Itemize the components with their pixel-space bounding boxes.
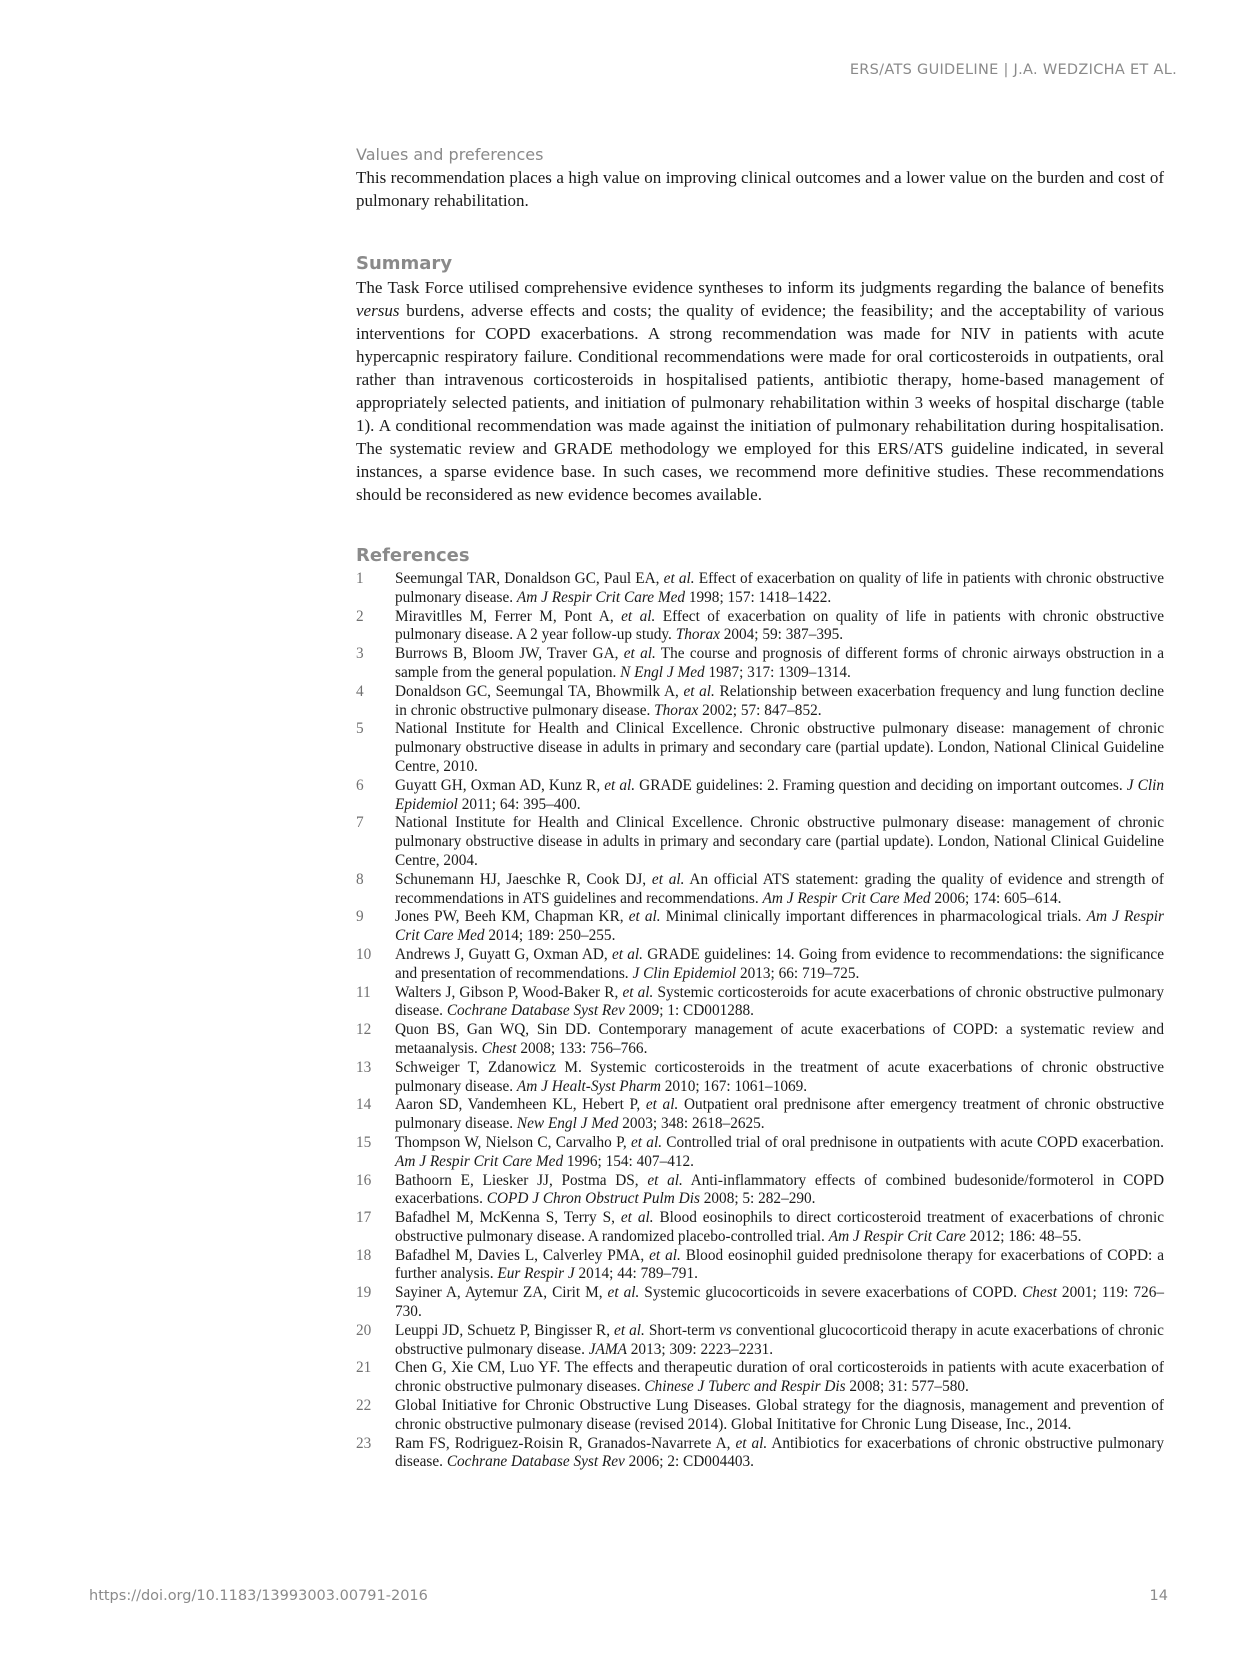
reference-number: 20 [356,1321,372,1339]
reference-italic-text: Cochrane Database Syst Rev [446,1002,625,1020]
reference-italic-text: New Engl J Med [516,1115,619,1133]
reference-text: Bafadhel M, McKenna S, Terry S, [395,1209,621,1227]
reference-text: 2010; 167: 1061–1069. [660,1077,808,1095]
reference-text: Antibiotics for exacerbations of chronic obstructive pulmonary disease. [395,1434,1164,1471]
reference-italic-text: COPD J Chron Obstruct Pulm Dis [486,1190,700,1208]
reference-italic-text: Thorax [675,626,720,644]
reference-text: Blood eosinophils to direct corticosteroid treatment of exacerbations of chronic obstructive pulmonary disease. A randomized placebo-controlled trial. [395,1209,1164,1245]
reference-text: Relationship between exacerbation frequency and lung function decline in chronic obstructive pulmonary disease. [395,682,1164,719]
reference-text: 2008; 5: 282–290. [699,1190,816,1208]
reference-text: 1998; 157: 1418–1422. [685,588,832,606]
reference-text: 2012; 186: 48–55. [965,1227,1082,1245]
reference-italic-text: Thorax [654,701,699,719]
reference-list [356,570,1164,1472]
reference-italic-text: et al. [623,645,656,663]
reference-item [356,720,1164,776]
reference-text: Outpatient oral prednisone after emergency treatment of chronic obstructive pulmonary disease. [395,1096,1164,1133]
reference-number: 17 [356,1209,372,1227]
reference-item [356,608,1164,646]
reference-text: An official ATS statement: grading the quality of evidence and strength of recommendations in ATS guidelines and recommendations. [395,870,1164,907]
reference-number: 16 [356,1171,372,1189]
reference-italic-text: vs [719,1321,732,1339]
reference-text: GRADE guidelines: 2. Framing question and deciding on important outcomes. [635,776,1127,794]
summary-text-part2: burdens, adverse effects and costs; the quality of evidence; the feasibility; and the acceptability of various interventions for COPD exacerbations. A strong recommendation was made for NIV in patients with acute hypercapnic respiratory failure. Conditional recommendations were made for oral corticosteroids in outpatients, oral rather than intravenous corticosteroids in hospitalised patients, antibiotic therapy, home-based management of appropriately selected patients, and initiation of pulmonary rehabilitation within 3 weeks of hospital discharge (table 1). A conditional recommendation was made against the initiation of pulmonary rehabilitation during hospitalisation. The systematic review and GRADE methodology we employed for this ERS/ATS guideline indicated, in several instances, a sparse evidence base. In such cases, we recommend more definitive studies. These recommendations should be reconsidered as new evidence becomes available. [356,301,1164,504]
reference-italic-text: et al. [620,1209,654,1227]
reference-text: Andrews J, Guyatt G, Oxman AD, [395,945,612,963]
reference-italic-text: Eur Respir J [497,1265,575,1283]
reference-item [356,1359,1164,1397]
reference-text: Chen G, Xie CM, Luo YF. The effects and therapeutic duration of oral corticosteroids in patients with acute exacerbation of chronic obstructive pulmonary diseases. [395,1359,1164,1396]
reference-text: Effect of exacerbation on quality of life in patients with chronic obstructive pulmonary disease. A 2 year follow-up study. [395,607,1165,644]
reference-text: 2002; 57: 847–852. [698,701,822,719]
reference-item [356,1209,1164,1247]
reference-italic-text: et al. [622,983,654,1001]
reference-italic-text: et al. [645,1096,679,1114]
reference-italic-text: J Clin Epidemiol [395,776,1164,813]
reference-number: 23 [356,1434,372,1452]
reference-text: 2008; 133: 756–766. [516,1039,648,1057]
reference-text: Global Initiative for Chronic Obstructive Lung Diseases. Global strategy for the diagnosis, management and prevention of chronic obstructive pulmonary disease (revised 2014). Global Inititative for Chronic Lung Disease, Inc., 2014. [395,1397,1164,1433]
reference-italic-text: et al. [614,1321,645,1339]
reference-item [356,1397,1164,1435]
reference-number: 7 [356,814,364,832]
reference-text: Bafadhel M, Davies L, Calverley PMA, [395,1246,650,1264]
reference-number: 9 [356,908,364,926]
reference-text: 2009; 1: CD001288. [624,1002,755,1020]
reference-text: Systemic corticosteroids for acute exacerbations of chronic obstructive pulmonary disease. [395,983,1165,1020]
reference-item [356,814,1164,870]
reference-italic-text: et al. [647,1171,683,1189]
reference-text: Controlled trial of oral prednisone in outpatients with acute COPD exacerbation. [662,1133,1164,1151]
reference-text: 2008; 31: 577–580. [845,1378,969,1396]
reference-text: 2004; 59: 387–395. [719,626,844,644]
reference-number: 14 [356,1096,372,1114]
reference-italic-text: et al. [649,1246,681,1264]
reference-text: 2013; 66: 719–725. [736,964,860,982]
reference-item [356,946,1164,984]
reference-item [356,908,1164,946]
reference-text: Effect of exacerbation on quality of life in patients with chronic obstructive pulmonary disease. [395,570,1164,606]
reference-text: GRADE guidelines: 14. Going from evidence to recommendations: the significance and presentation of recommendations. [395,945,1164,982]
reference-text: The course and prognosis of different forms of chronic airways obstruction in a sample from the general population. [395,645,1165,681]
reference-text: Aaron SD, Vandemheen KL, Hebert P, [395,1096,646,1114]
values-preferences-text: This recommendation places a high value on improving clinical outcomes and a lower value on the burden and cost of pulmonary rehabilitation. [356,168,1164,210]
reference-text: Schunemann HJ, Jaeschke R, Cook DJ, [395,870,652,888]
page-number: 14 [1149,1588,1168,1604]
reference-text: Leuppi JD, Schuetz P, Bingisser R, [395,1321,615,1339]
reference-text: Sayiner A, Aytemur ZA, Cirit M, [395,1284,608,1302]
reference-text: Walters J, Gibson P, Wood-Baker R, [395,983,623,1001]
reference-item [356,645,1164,683]
summary-heading: Summary [356,253,453,274]
reference-italic-text: et al. [663,570,695,587]
reference-italic-text: et al. [621,607,656,625]
reference-number: 6 [356,776,364,794]
reference-number: 19 [356,1284,372,1302]
reference-text: Systemic glucocorticoids in severe exacerbations of COPD. [639,1284,1023,1302]
reference-text: Short-term [644,1321,720,1339]
reference-text: Burrows B, Bloom JW, Traver GA, [395,645,624,663]
reference-text: 1987; 317: 1309–1314. [704,663,851,681]
reference-number: 1 [356,570,364,587]
page-content [356,144,1164,1472]
reference-text: National Institute for Health and Clinical Excellence. Chronic obstructive pulmonary disease: management of chronic pulmonary obstructive disease in adults in primary and secondary care (partial update). London, National Clinical Guideline Centre, 2010. [395,720,1164,775]
reference-text: 2006; 174: 605–614. [930,889,1062,907]
reference-item [356,1096,1164,1134]
reference-italic-text: N Engl J Med [620,663,705,681]
reference-italic-text: Am J Respir Crit Care Med [516,588,686,606]
reference-italic-text: et al. [611,945,643,963]
reference-text: 2011; 64: 395–400. [457,795,581,813]
reference-item [356,871,1164,909]
reference-text: Jones PW, Beeh KM, Chapman KR, [395,908,629,926]
reference-italic-text: Chinese J Tuberc and Respir Dis [644,1378,846,1396]
reference-number: 3 [356,645,364,663]
reference-number: 22 [356,1397,372,1415]
references-heading: References [356,545,470,566]
reference-item [356,1172,1164,1210]
reference-text: 2006; 2: CD004403. [624,1453,755,1471]
reference-number: 4 [356,682,364,700]
reference-number: 13 [356,1058,372,1076]
reference-item [356,683,1164,721]
reference-text: Quon BS, Gan WQ, Sin DD. Contemporary management of acute exacerbations of COPD: a systematic review and metaanalysis. [395,1021,1164,1057]
reference-italic-text: Cochrane Database Syst Rev [446,1453,625,1471]
reference-italic-text: Am J Respir Crit Care Med [395,908,1164,945]
reference-italic-text: Am J Respir Crit Care Med [762,889,931,907]
reference-item [356,984,1164,1022]
reference-item [356,1284,1164,1322]
summary-text-part1: The Task Force utilised comprehensive evidence syntheses to inform its judgments regarding the balance of benefits [356,278,1164,297]
reference-text: Donaldson GC, Seemungal TA, Bhowmilk A, [395,682,684,700]
reference-number: 5 [356,720,364,738]
reference-italic-text: Chest [1022,1284,1057,1302]
reference-italic-text: et al. [630,1133,663,1151]
summary-text-italic: versus [356,301,400,320]
reference-item [356,777,1164,815]
reference-text: National Institute for Health and Clinical Excellence. Chronic obstructive pulmonary disease: management of chronic pulmonary obstructive disease in adults in primary and secondary care (partial update). London, National Clinical Guideline Centre, 2004. [395,814,1164,869]
reference-text: 2003; 348: 2618–2625. [618,1115,765,1133]
reference-number: 12 [356,1021,372,1039]
reference-text: Miravitlles M, Ferrer M, Pont A, [395,607,622,625]
reference-italic-text: et al. [735,1434,768,1452]
reference-text: Schweiger T, Zdanowicz M. Systemic corticosteroids in the treatment of acute exacerbations of chronic obstructive pulmonary disease. [395,1058,1164,1095]
reference-italic-text: Chest [481,1039,517,1057]
reference-item [356,1322,1164,1360]
reference-text: conventional glucocorticoid therapy in acute exacerbations of chronic obstructive pulmonary disease. [395,1321,1164,1358]
values-preferences-heading: Values and preferences [356,145,544,164]
reference-italic-text: et al. [628,908,661,926]
summary-text [356,276,1164,506]
reference-italic-text: Am J Respir Crit Care Med [395,1152,564,1170]
reference-item [356,1247,1164,1285]
reference-text: Guyatt GH, Oxman AD, Kunz R, [395,776,605,794]
footer-doi-link[interactable]: https://doi.org/10.1183/13993003.00791-2016 [89,1588,428,1604]
reference-italic-text: et al. [651,870,685,888]
reference-italic-text: et al. [683,682,715,700]
reference-italic-text: J Clin Epidemiol [632,964,737,982]
running-head: ERS/ATS GUIDELINE | J.A. WEDZICHA ET AL. [849,62,1177,78]
reference-italic-text: Am J Healt-Syst Pharm [516,1077,661,1095]
reference-number: 11 [356,983,371,1001]
reference-number: 21 [356,1359,372,1377]
reference-number: 15 [356,1133,372,1151]
reference-number: 10 [356,945,372,963]
reference-italic-text: et al. [607,1284,640,1302]
reference-italic-text: et al. [604,776,636,794]
reference-text: 2001; 119: 726–730. [395,1284,1164,1321]
reference-text: Blood eosinophil guided prednisolone therapy for exacerbations of COPD: a further analysis. [395,1246,1164,1283]
reference-italic-text: Am J Respir Crit Care [828,1227,966,1245]
reference-number: 8 [356,870,364,888]
reference-number: 18 [356,1246,372,1264]
reference-item [356,1134,1164,1172]
reference-text: Seemungal TAR, Donaldson GC, Paul EA, [395,570,664,587]
reference-text: Thompson W, Nielson C, Carvalho P, [395,1133,631,1151]
reference-number: 2 [356,607,364,625]
reference-item [356,1059,1164,1097]
reference-italic-text: JAMA [588,1340,627,1358]
reference-text: Ram FS, Rodriguez-Roisin R, Granados-Navarrete A, [395,1434,736,1452]
reference-text: 2013; 309: 2223–2231. [626,1340,774,1358]
reference-text: 2014; 44: 789–791. [574,1265,698,1283]
reference-text: 1996; 154: 407–412. [563,1152,694,1170]
reference-item [356,1021,1164,1059]
reference-item [356,570,1164,608]
reference-text: Minimal clinically important differences in pharmacological trials. [660,908,1087,926]
reference-text: Anti-inflammatory effects of combined budesonide/formoterol in COPD exacerbations. [395,1171,1164,1208]
reference-text: 2014; 189: 250–255. [484,927,616,945]
reference-text: Bathoorn E, Liesker JJ, Postma DS, [395,1171,648,1189]
reference-item [356,1435,1164,1473]
